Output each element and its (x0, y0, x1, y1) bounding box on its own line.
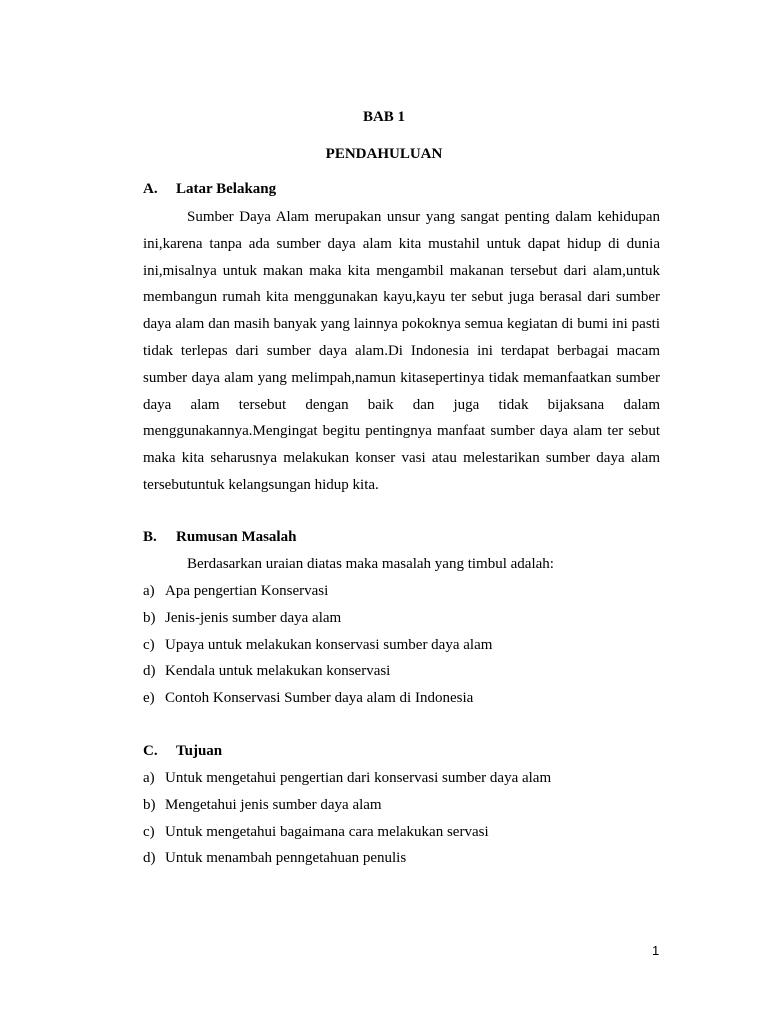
section-a-title: Latar Belakang (176, 181, 277, 197)
list-item: d) Untuk menambah penngetahuan penulis (143, 850, 407, 867)
objectives-list (143, 765, 551, 872)
list-item: e) Contoh Konservasi Sumber daya alam di Indonesia (143, 690, 474, 707)
page-number: 1 (652, 943, 660, 958)
section-b-number: B. (143, 529, 157, 545)
problem-intro: Berdasarkan uraian diatas maka masalah yang timbul adalah: (187, 556, 554, 572)
chapter-title: PENDAHULUAN (325, 146, 443, 162)
section-c-heading (143, 743, 222, 760)
list-item: c) Untuk mengetahui bagaimana cara melakukan servasi (143, 823, 489, 840)
list-item: a) Untuk mengetahui pengertian dari konservasi sumber daya alam (143, 770, 552, 786)
background-paragraph (143, 204, 660, 499)
section-a-heading (143, 181, 276, 198)
list-item: c) Upaya untuk melakukan konservasi sumber daya alam (143, 636, 493, 653)
list-item: b) Jenis-jenis sumber daya alam (143, 609, 342, 626)
background-paragraph-text: Sumber Daya Alam merupakan unsur yang sangat penting dalam kehidupan ini,karena tanpa ada sumber daya alam kita mustahil untuk dapat hidup di dunia ini,misalnya untuk makan maka kita mengambil makanan tersebut dari alam,untuk membangun rumah kita menggunakan kayu,kayu ter sebut juga berasal dari sumber daya alam dan masih banyak yang lainnya pokoknya semua kegiatan di bumi ini pasti tidak terlepas dari sumber daya alam.Di Indonesia ini terdapat berbagai macam sumber daya alam yang melimpah,namun kitasepertinya tidak memanfaatkan sumber daya alam tersebut dengan baik dan juga tidak bijaksana dalam menggunakannya.Mengingat begitu pentingnya manfaat sumber daya alam ter sebut maka kita seharusnya melakukan konser vasi atau melestarikan sumber daya alam tersebutuntuk kelangsungan hidup kita. (143, 209, 660, 493)
list-item: b) Mengetahui jenis sumber daya alam (143, 796, 382, 813)
list-item: d) Kendala untuk melakukan konservasi (143, 663, 391, 680)
section-a-number: A. (143, 181, 158, 197)
problem-list (143, 578, 492, 712)
section-b-title: Rumusan Masalah (176, 529, 297, 545)
section-b-heading (143, 529, 296, 546)
section-c-number: C. (143, 743, 158, 759)
chapter-number: BAB 1 (362, 109, 406, 125)
list-item: a) Apa pengertian Konservasi (143, 583, 329, 599)
section-c-title: Tujuan (176, 743, 223, 759)
